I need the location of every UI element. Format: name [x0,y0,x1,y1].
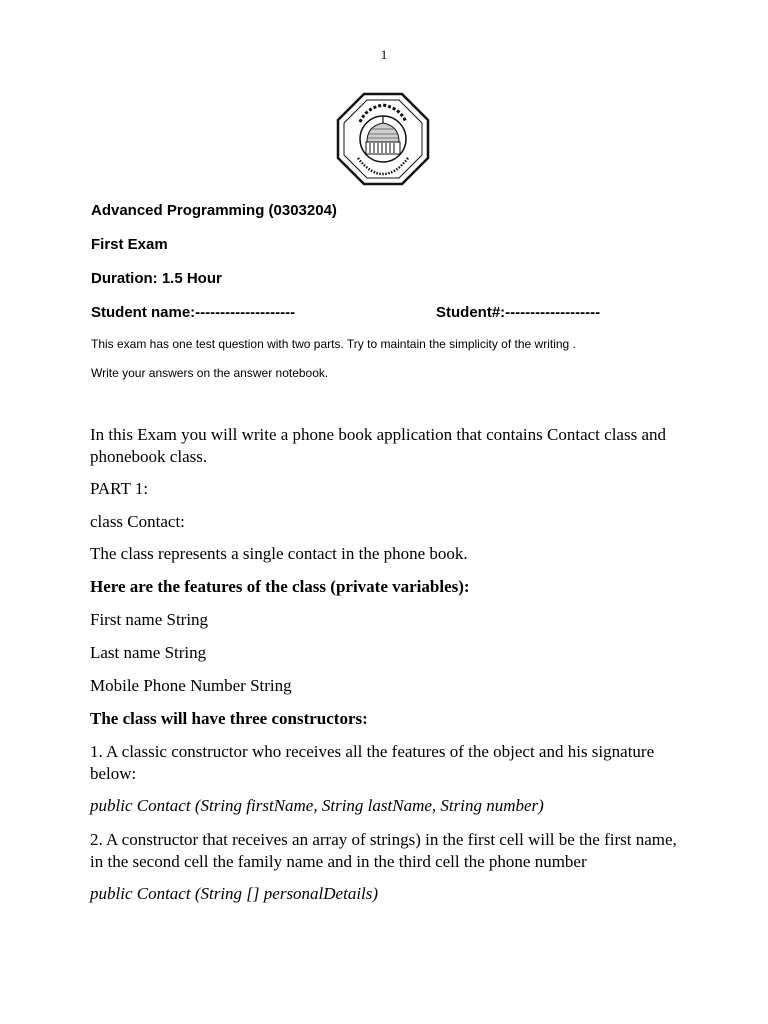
features-heading: Here are the features of the class (private variables): [90,577,470,596]
exam-duration: Duration: 1.5 Hour [91,270,222,287]
exam-note-2: Write your answers on the answer notebook. [91,366,329,380]
intro-paragraph: In this Exam you will write a phone book application that contains Contact class and phonebook class. [90,425,666,466]
part-heading: PART 1: [90,479,149,498]
constructor-1-description: 1. A classic constructor who receives all the features of the object and his signature below: [90,742,655,783]
feature-item: First name String [90,610,209,629]
constructors-heading: The class will have three constructors: [90,709,368,728]
university-seal-logo [336,92,430,186]
feature-item: Mobile Phone Number String [90,676,292,695]
class-name: class Contact: [90,512,185,531]
exam-note-1: This exam has one test question with two parts. Try to maintain the simplicity of the writing . [91,337,576,351]
page-number: 1 [380,47,388,62]
feature-item: Last name String [90,643,207,662]
course-title: Advanced Programming (0303204) [91,202,337,219]
student-number-field: Student#:------------------- [436,304,601,321]
class-description: The class represents a single contact in the phone book. [90,544,468,563]
student-name-field: Student name:-------------------- [91,304,296,321]
constructor-2-signature: public Contact (String [] personalDetails) [90,884,379,903]
exam-title: First Exam [91,236,168,253]
seal-icon [336,92,430,186]
constructor-2-description: 2. A constructor that receives an array of strings) in the first cell will be the first name, in the second cell the family name and in the third cell the phone number [90,830,677,871]
constructor-1-signature: public Contact (String firstName, String lastName, String number) [90,796,544,815]
